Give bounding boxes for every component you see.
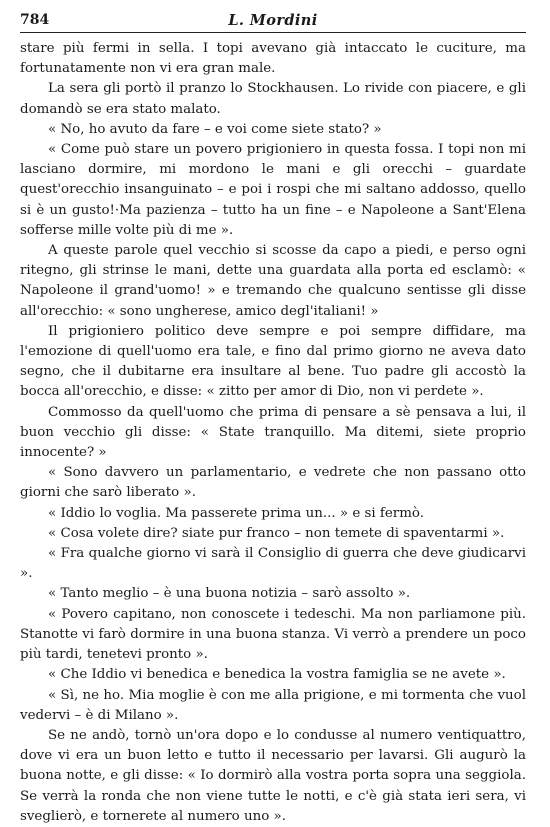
paragraph: « Sì, ne ho. Mia moglie è con me alla prigione, e mi tormenta che vuol vedervi – è di Milano ». (20, 687, 526, 723)
paragraph: « Povero capitano, non conoscete i tedeschi. Ma non parliamone più. Stanotte vi farò dormire in una buona stanza. Vi verrò a prendere un poco più tardi, tenetevi pronto ». (20, 606, 526, 663)
page-header (20, 8, 526, 33)
paragraph: « Tanto meglio – è una buona notizia – sarò assolto ». (48, 586, 411, 602)
book-page (20, 8, 526, 827)
paragraph: A queste parole quel vecchio si scosse da capo a piedi, e perso ogni ritegno, gli strinse le mani, dette una guardata alla porta ed esclamò: « Napoleone il grand'uomo! » e tremando che qualcuno sentisse gli disse all'orecchio: « sono ungherese, amico degl'italiani! » (20, 243, 526, 319)
paragraph: « Iddio lo voglia. Ma passerete prima un... » e si fermò. (48, 505, 424, 521)
paragraph: « Come può stare un povero prigioniero in questa fossa. I topi non mi lasciano dormire, mi mordono le mani e gli orecchi – guardate quest'orecchio insanguinato – e poi i rospi che mi saltano addosso, quello si è un gusto!·Ma pazienza – tutto ha un fine – e Napoleone a Sant'Elena sofferse mille volte più di me ». (20, 142, 526, 238)
paragraph: Se ne andò, tornò un'ora dopo e lo condusse al numero ventiquattro, dove vi era un buon letto e tutto il necessario per lavarsi. Gli augurò la buona notte, e gli disse: « Io dormirò alla vostra porta sopra una seggiola. Se verrà la ronda che non viene tutte le notti, e c'è già stata ieri sera, vi sveglierò, e tornerete al numero uno ». (20, 727, 526, 824)
paragraph: « No, ho avuto da fare – e voi come siete stato? » (48, 121, 382, 137)
page-number: 784 (20, 12, 50, 28)
paragraph: « Fra qualche giorno vi sarà il Consiglio di guerra che deve giudicarvi ». (20, 546, 526, 582)
paragraph: Commosso da quell'uomo che prima di pensare a sè pensava a lui, il buon vecchio gli disse: « State tranquillo. Ma ditemi, siete proprio innocente? » (20, 404, 526, 461)
paragraph: Il prigioniero politico deve sempre e poi sempre diffidare, ma l'emozione di quell'uomo era tale, e fino dal primo giorno ne aveva dato segno, che il dubitarne era insultare al bene. Tuo padre gli accostò la bocca all'orecchio, e disse: « zitto per amor di Dio, non vi perdete ». (20, 323, 526, 400)
paragraph: stare più fermi in sella. I topi avevano già intaccato le cuciture, ma fortunatamente non vi era gran male. (20, 41, 526, 77)
body-text (20, 39, 526, 827)
running-head: L. Mordini (228, 12, 318, 29)
paragraph: « Sono davvero un parlamentario, e vedrete che non passano otto giorni che sarò liberato ». (20, 465, 526, 501)
paragraph: « Cosa volete dire? siate pur franco – non temete di spaventarmi ». (48, 525, 505, 541)
paragraph: La sera gli portò il pranzo lo Stockhausen. Lo rivide con piacere, e gli domandò se era stato malato. (20, 81, 526, 117)
paragraph: « Che Iddio vi benedica e benedica la vostra famiglia se ne avete ». (48, 667, 506, 683)
